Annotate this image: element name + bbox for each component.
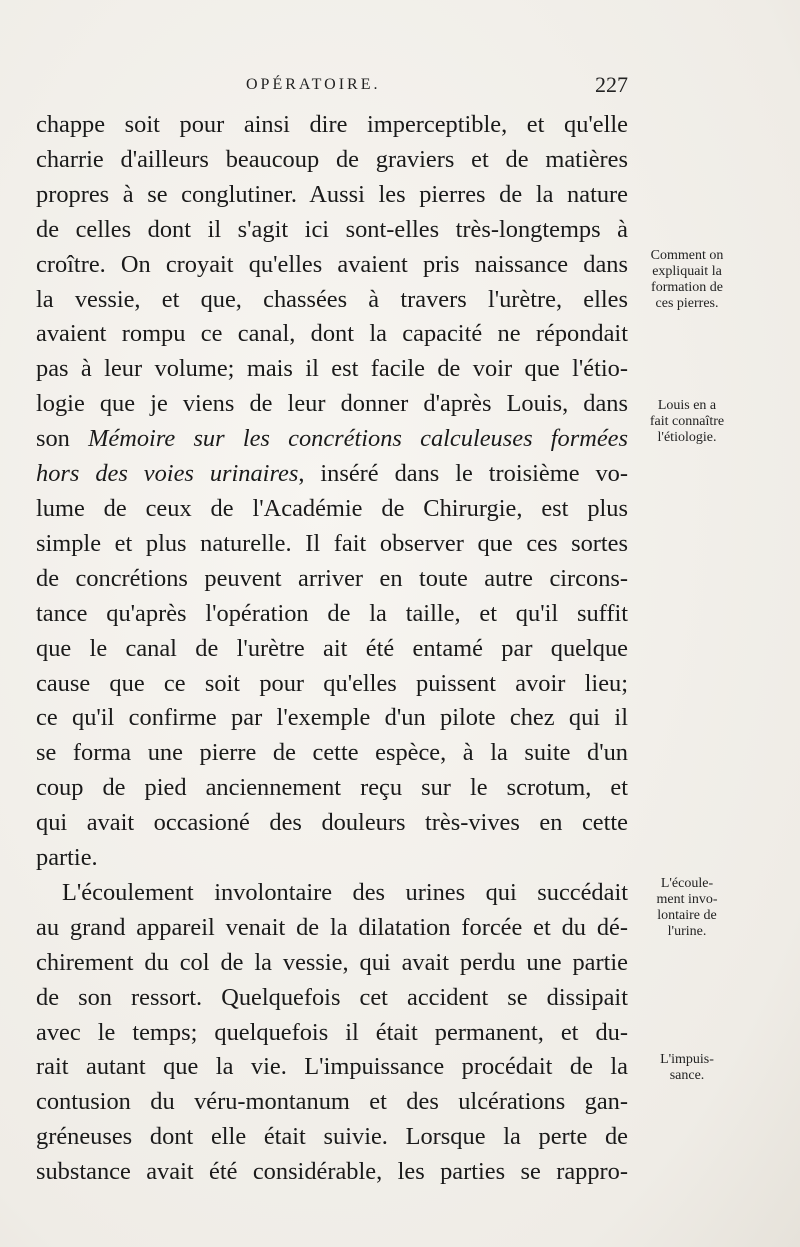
text-line: rait autant que la vie. L'impuissance procédait de la — [36, 1053, 628, 1081]
text-line: qui avait occasioné des douleurs très-vives en cette — [36, 809, 628, 837]
margin-note-line: Comment on — [650, 248, 724, 263]
text-line: propres à se conglutiner. Aussi les pierres de la nature — [36, 180, 628, 208]
margin-note-line: ment invo- — [656, 892, 718, 907]
text-line: de celles dont il s'agit ici sont-elles très-longtemps à — [36, 215, 628, 243]
text-line: croître. On croyait qu'elles avaient pris naissance dans — [36, 250, 628, 278]
margin-note-line: sance. — [669, 1068, 705, 1083]
margin-note-louis — [632, 398, 742, 446]
text-line: avaient rompu ce canal, dont la capacité ne répondait — [36, 320, 628, 348]
text-line-italic-title — [36, 422, 628, 457]
italic-title-cont: hors des voies urinaires — [36, 460, 299, 488]
text-line: coup de pied anciennement reçu sur le scrotum, et — [36, 774, 628, 802]
margin-note-line: l'étiologie. — [657, 430, 717, 445]
text-line: substance avait été considérable, les parties se rappro- — [36, 1158, 628, 1186]
margin-note-line: fait connaître — [649, 414, 725, 429]
page-header — [36, 72, 628, 102]
text-line: cause que ce soit pour qu'elles puissent avoir lieu; — [36, 669, 628, 697]
text-line: que le canal de l'urètre ait été entamé par quelque — [36, 634, 628, 662]
text-line: la vessie, et que, chassées à travers l'urètre, elles — [36, 285, 628, 313]
text-line: avec le temps; quelquefois il était permanent, et du- — [36, 1018, 628, 1046]
margin-note-formation — [632, 248, 742, 312]
text-line: tance qu'après l'opération de la taille, et qu'il suffit — [36, 599, 628, 627]
margin-note-line: ces pierres. — [655, 296, 719, 311]
text-line: pas à leur volume; mais il est facile de voir que l'étio- — [36, 355, 628, 383]
text-line: contusion du véru-montanum et des ulcérations gan- — [36, 1088, 628, 1116]
margin-note-line: Louis en a — [657, 398, 717, 413]
text-line: chirement du col de la vessie, qui avait perdu une partie — [36, 948, 628, 976]
page-number: 227 — [595, 72, 628, 97]
text-line: charrie d'ailleurs beaucoup de graviers et de matières — [36, 145, 628, 173]
text-rest: , inséré dans le troisième vo- — [298, 460, 628, 488]
text-line: simple et plus naturelle. Il fait observer que ces sortes — [36, 529, 628, 557]
text-line: lume de ceux de l'Académie de Chirurgie, est plus — [36, 494, 628, 522]
text-line: partie. — [36, 844, 98, 872]
margin-note-line: formation de — [651, 280, 723, 295]
text-line: ce qu'il confirme par l'exemple d'un pilote chez qui il — [36, 704, 628, 732]
text-line: logie que je viens de leur donner d'après Louis, dans — [36, 390, 628, 418]
text-line: gréneuses dont elle était suivie. Lorsque la perte de — [36, 1123, 628, 1151]
margin-note-line: L'impuis- — [660, 1052, 714, 1067]
paragraph-start-line: L'écoulement involontaire des urines qui succédait — [62, 878, 628, 906]
text-line-italic-title — [36, 457, 628, 492]
running-head: OPÉRATOIRE. — [246, 76, 381, 93]
text-line: chappe soit pour ainsi dire imperceptible, et qu'elle — [36, 111, 628, 138]
margin-note-line: expliquait la — [652, 264, 722, 279]
margin-note-line: L'écoule- — [660, 876, 714, 891]
body-text — [36, 108, 628, 1190]
text-prefix: son — [36, 425, 89, 453]
margin-note-line: lontaire de — [657, 908, 717, 923]
margin-note-line: l'urine. — [667, 924, 707, 939]
text-line: de son ressort. Quelquefois cet accident se dissipait — [36, 983, 628, 1011]
text-line: au grand appareil venait de la dilatation forcée et du dé- — [36, 913, 628, 941]
text-line: se forma une pierre de cette espèce, à la suite d'un — [36, 739, 628, 767]
margin-note-impuissance — [632, 1052, 742, 1084]
italic-title: Mémoire sur les concrétions calculeuses formées — [88, 425, 628, 453]
margin-note-ecoulement — [632, 876, 742, 940]
text-line: de concrétions peuvent arriver en toute autre circons- — [36, 564, 628, 592]
